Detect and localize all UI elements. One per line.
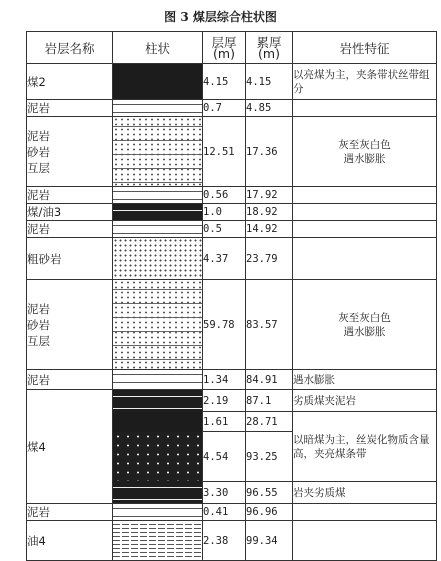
coal-oil-pattern: [113, 204, 202, 220]
thickness-value: 2.38: [203, 521, 246, 561]
depth-value: 17.92: [246, 187, 293, 204]
character-text: 劣质煤夹泥岩: [293, 390, 437, 412]
mudstone-pattern: [113, 504, 202, 520]
thickness-value: 4.37: [203, 238, 246, 280]
depth-value: 17.36: [246, 117, 293, 187]
layer-name: 粗砂岩: [27, 238, 113, 280]
header-name: 岩层名称: [27, 32, 113, 64]
layer-name: 油4: [27, 521, 113, 561]
litho-column: [113, 390, 203, 504]
table-row: [27, 221, 437, 238]
character-text: 灰至灰白色 遇水膨胀: [293, 117, 437, 187]
thickness-value: 2.19: [203, 390, 246, 412]
thickness-value: 3.30: [203, 482, 246, 504]
litho-column: [113, 64, 203, 100]
depth-value: 23.79: [246, 238, 293, 280]
table-row: [27, 117, 437, 187]
thickness-value: 0.7: [203, 100, 246, 117]
table-row: [27, 238, 437, 280]
thickness-value: 0.5: [203, 221, 246, 238]
litho-column: [113, 504, 203, 521]
coal-band-pattern: [113, 390, 202, 412]
depth-value: 96.55: [246, 482, 293, 504]
header-depth: 累厚(m): [246, 32, 293, 64]
table-row: [27, 370, 437, 390]
header-character: 岩性特征: [293, 32, 437, 64]
table-row: [27, 390, 437, 412]
coal-band-pattern: [113, 481, 202, 503]
thickness-value: 1.34: [203, 370, 246, 390]
thickness-value: 4.54: [203, 432, 246, 482]
layer-name: 泥岩 砂岩 互层: [27, 117, 113, 187]
character-text: 以亮煤为主，夹条带状丝带组分: [293, 64, 437, 100]
header-row: [27, 32, 437, 64]
coal-pattern: [113, 412, 202, 432]
thickness-value: 12.51: [203, 117, 246, 187]
sand-mud-pattern: [113, 280, 202, 369]
layer-name: 泥岩: [27, 100, 113, 117]
depth-value: 83.57: [246, 280, 293, 370]
oil-shale-pattern: [113, 521, 202, 560]
table-row: [27, 64, 437, 100]
litho-column: [113, 117, 203, 187]
litho-column: [113, 100, 203, 117]
table-row: [27, 100, 437, 117]
mudstone-pattern: [113, 100, 202, 116]
table-row: [27, 187, 437, 204]
character-text: 岩夹劣质煤: [293, 482, 437, 504]
layer-name: 煤4: [27, 390, 113, 504]
litho-column: [113, 204, 203, 221]
thickness-value: 1.0: [203, 204, 246, 221]
litho-column: [113, 221, 203, 238]
sand-mud-pattern: [113, 117, 202, 186]
character-text: [293, 238, 437, 280]
thickness-value: 59.78: [203, 280, 246, 370]
litho-column: [113, 238, 203, 280]
depth-value: 4.85: [246, 100, 293, 117]
character-text: 遇水膨胀: [293, 370, 437, 390]
thickness-value: 4.15: [203, 64, 246, 100]
thickness-value: 0.41: [203, 504, 246, 521]
thickness-value: 1.61: [203, 412, 246, 432]
thickness-value: 0.56: [203, 187, 246, 204]
depth-value: 99.34: [246, 521, 293, 561]
character-text: [293, 504, 437, 521]
depth-value: 96.96: [246, 504, 293, 521]
depth-value: 84.91: [246, 370, 293, 390]
depth-value: 14.92: [246, 221, 293, 238]
header-thickness: 层厚(m): [203, 32, 246, 64]
stratigraphic-column-table: [26, 31, 437, 561]
mudstone-pattern: [113, 187, 202, 203]
litho-column: [113, 370, 203, 390]
depth-value: 18.92: [246, 204, 293, 221]
character-text: [293, 221, 437, 238]
mudstone-pattern: [113, 370, 202, 389]
layer-name: 泥岩: [27, 504, 113, 521]
mudstone-pattern: [113, 221, 202, 237]
litho-column: [113, 187, 203, 204]
table-row: [27, 204, 437, 221]
table-row: [27, 504, 437, 521]
depth-value: 4.15: [246, 64, 293, 100]
character-text: 以暗煤为主，丝炭化物质含量高，夹亮煤条带: [293, 412, 437, 482]
litho-column: [113, 280, 203, 370]
character-text: [293, 187, 437, 204]
depth-value: 93.25: [246, 432, 293, 482]
table-row: [27, 521, 437, 561]
litho-column: [113, 521, 203, 561]
header-column: 柱状: [113, 32, 203, 64]
layer-name: 煤2: [27, 64, 113, 100]
coal4-column: [113, 390, 202, 503]
coal-pattern: [113, 64, 202, 99]
layer-name: 泥岩 砂岩 互层: [27, 280, 113, 370]
dotted-coal-pattern: [113, 432, 202, 482]
coarse-sand-pattern: [113, 238, 202, 279]
layer-name: 泥岩: [27, 370, 113, 390]
character-text: [293, 100, 437, 117]
layer-name: 泥岩: [27, 221, 113, 238]
figure-title: 图 3 煤层综合柱状图: [164, 10, 277, 24]
table-row: [27, 280, 437, 370]
depth-value: 28.71: [246, 412, 293, 432]
character-text: [293, 521, 437, 561]
character-text: 灰至灰白色 遇水膨胀: [293, 280, 437, 370]
layer-name: 泥岩: [27, 187, 113, 204]
layer-name: 煤/油3: [27, 204, 113, 221]
depth-value: 87.1: [246, 390, 293, 412]
character-text: [293, 204, 437, 221]
